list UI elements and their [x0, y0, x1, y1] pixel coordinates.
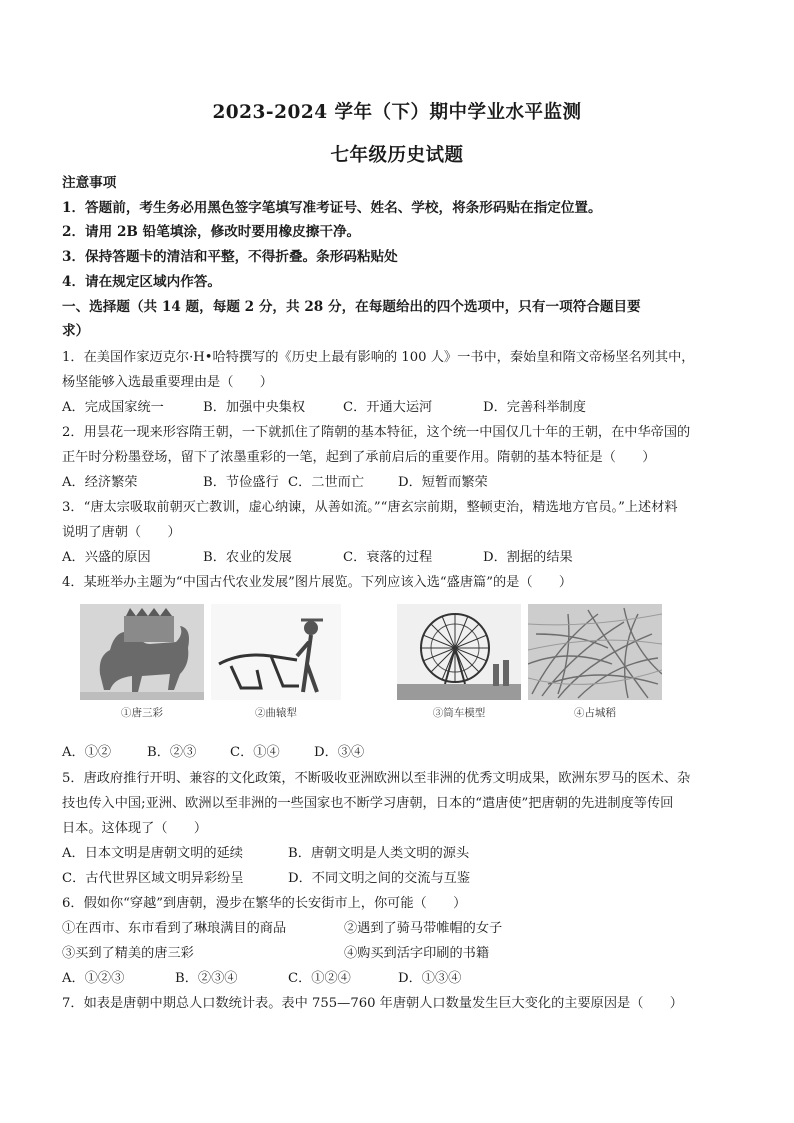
camel-figure-icon [80, 604, 204, 700]
notice-item-3: 3．保持答题卡的清洁和平整，不得折叠。条形码粘贴处 [62, 249, 398, 265]
q4-picture-3 [397, 604, 521, 724]
section-heading-line-2: 求） [62, 323, 90, 339]
q4-option-d: D．③④ [314, 745, 365, 760]
q4-caption-3: ③筒车模型 [432, 707, 486, 719]
notice-item-1: 1．答题前，考生务必用黑色签字笔填写准考证号、姓名、学校，将条形码贴在指定位置。 [62, 200, 602, 216]
q3-stem-line-1: 3．“唐太宗吸取前朝灭亡教训，虚心纳谏，从善如流。”“唐玄宗前期，整顿吏治，精选地方官员。”上述材料 [62, 500, 678, 515]
q6-stem-line-1: 6．假如你“穿越”到唐朝，漫步在繁华的长安街市上，你可能（ ） [62, 896, 467, 911]
q2-option-a: A．经济繁荣 [62, 475, 138, 490]
curved-plow-image [211, 604, 341, 700]
q2-option-d: D．短暂而繁荣 [398, 475, 488, 490]
q4-caption-1: ①唐三彩 [121, 707, 163, 719]
q4-caption-4: ④占城稻 [574, 707, 616, 719]
q2-stem-line-1: 2．用昙花一现来形容隋王朝，一下就抓住了隋朝的基本特征，这个统一中国仅几十年的王朝，在中华帝国的 [62, 425, 691, 440]
q6-choice-1: ①在西市、东市看到了琳琅满目的商品 [62, 921, 287, 936]
q2-stem-line-2: 正午时分粉墨登场，留下了浓墨重彩的一笔，起到了承前启后的重要作用。隋朝的基本特征是（ ） [62, 450, 656, 465]
q5-stem-line-3: 日本。这体现了（ ） [62, 821, 208, 836]
q4-picture-4 [528, 604, 662, 724]
rice-stalks-icon [528, 604, 662, 700]
champa-rice-image [528, 604, 662, 700]
q5-stem-line-2: 技也传入中国;亚洲、欧洲以至非洲的一些国家也不断学习唐朝，日本的“遣唐使”把唐朝的先进制度等传回 [62, 796, 674, 811]
q6-option-a: A．①②③ [62, 971, 125, 986]
notice-item-4: 4．请在规定区域内作答。 [62, 274, 221, 290]
q4-option-c: C．①④ [230, 745, 280, 760]
q6-option-d: D．①③④ [398, 971, 462, 986]
q5-option-c: C．古代世界区域文明异彩纷呈 [62, 871, 244, 886]
q1-option-c: C．开通大运河 [343, 400, 433, 415]
q3-stem-line-2: 说明了唐朝（ ） [62, 525, 181, 540]
q6-choice-3: ③买到了精美的唐三彩 [62, 946, 194, 961]
q4-stem-line-1: 4．某班举办主题为“中国古代农业发展”图片展览。下列应该入选“盛唐篇”的是（ ） [62, 575, 573, 590]
section-heading-line-1: 一、选择题（共 14 题，每题 2 分，共 28 分，在每题给出的四个选项中，只有一项符合题目要 [62, 299, 641, 315]
q4-picture-1 [80, 604, 204, 724]
q5-option-a: A．日本文明是唐朝文明的延续 [62, 846, 243, 861]
q1-option-d: D．完善科举制度 [483, 400, 586, 415]
q1-option-a: A．完成国家统一 [62, 400, 164, 415]
notice-item-2: 2．请用 2B 铅笔填涂，修改时要用橡皮擦干净。 [62, 224, 361, 240]
q5-option-d: D．不同文明之间的交流与互鉴 [288, 871, 471, 886]
tube-wheel-image [397, 604, 521, 700]
q4-picture-2 [211, 604, 341, 724]
q6-option-b: B．②③④ [175, 971, 238, 986]
exam-title: 2023-2024 学年（下）期中学业水平监测 [212, 102, 582, 123]
q2-option-b: B．节俭盛行 [203, 475, 279, 490]
exam-subtitle: 七年级历史试题 [330, 145, 464, 166]
water-wheel-icon [397, 604, 521, 700]
q3-option-c: C．衰落的过程 [343, 550, 433, 565]
q7-stem-line-1: 7．如表是唐朝中期总人口数统计表。表中 755—760 年唐朝人口数量发生巨大变化的主要原因是（ ） [62, 996, 683, 1011]
q5-option-b: B．唐朝文明是人类文明的源头 [288, 846, 470, 861]
q2-option-c: C．二世而亡 [288, 475, 365, 490]
q1-option-b: B．加强中央集权 [203, 400, 306, 415]
q1-stem-line-1: 1．在美国作家迈克尔·H•哈特撰写的《历史上最有影响的 100 人》一书中，秦始皇和隋文帝杨坚名列其中， [62, 350, 695, 365]
q6-choice-4: ④购买到活字印刷的书籍 [344, 946, 490, 961]
q6-choice-2: ②遇到了骑马带帷帽的女子 [344, 921, 503, 936]
q4-caption-2: ②曲辕犁 [255, 707, 297, 719]
q1-stem-line-2: 杨坚能够入选最重要理由是（ ） [62, 375, 273, 390]
q4-option-a: A．①② [62, 745, 112, 760]
q3-option-a: A．兴盛的原因 [62, 550, 151, 565]
notice-heading: 注意事项 [62, 175, 117, 191]
q3-option-b: B．农业的发展 [203, 550, 292, 565]
plow-farmer-icon [211, 604, 341, 700]
tang-sancai-image [80, 604, 204, 700]
q4-option-b: B．②③ [147, 745, 197, 760]
q5-stem-line-1: 5．唐政府推行开明、兼容的文化政策，不断吸收亚洲欧洲以至非洲的优秀文明成果，欧洲东罗马的医术、杂 [62, 771, 691, 786]
q6-option-c: C．①②④ [288, 971, 351, 986]
q3-option-d: D．割据的结果 [483, 550, 573, 565]
